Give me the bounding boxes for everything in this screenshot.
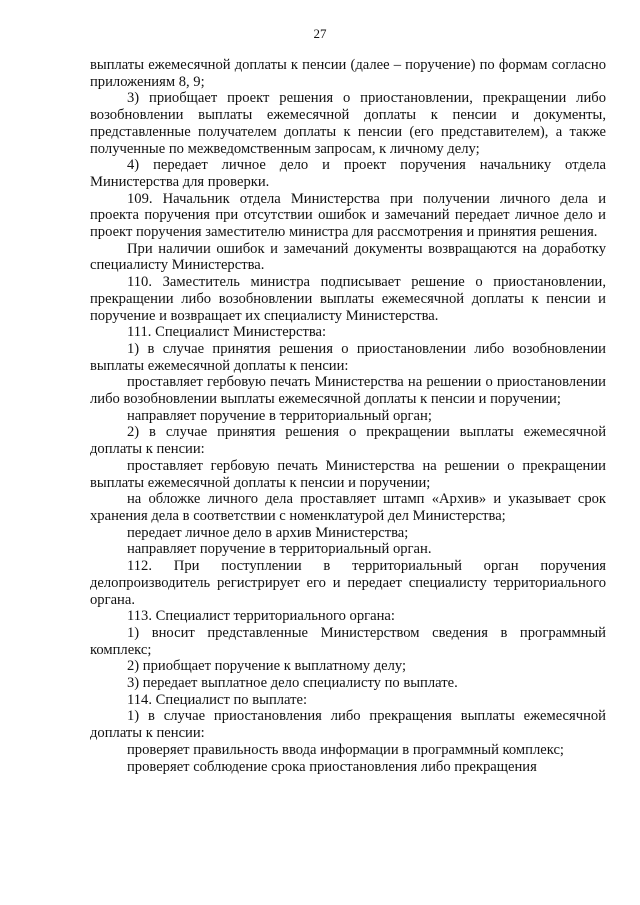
paragraph: проставляет гербовую печать Министерства на решении о прекращении выплаты ежемесячной доплаты к пенсии и поручении; — [90, 457, 606, 491]
paragraph: При наличии ошибок и замечаний документы возвращаются на доработку специалисту Министерства. — [90, 240, 606, 274]
paragraph: 2) приобщает поручение к выплатному делу; — [127, 658, 407, 675]
paragraph: направляет поручение в территориальный орган. — [127, 541, 432, 558]
paragraph: 112. При поступлении в территориальный орган поручения делопроизводитель регистрирует его и передает специалисту территориального органа. — [90, 558, 606, 608]
paragraph: 4) передает личное дело и проект поручения начальнику отдела Министерства для проверки. — [90, 157, 606, 190]
paragraph: 3) приобщает проект решения о приостановлении, прекращении либо возобновлении выплаты ежемесячной доплаты к пенсии и документы, представленные получателем доплаты к пенсии (его представителем), а также полученные по межведомственным запросам, к личному делу; — [90, 90, 606, 157]
paragraph: 1) в случае приостановления либо прекращения выплаты ежемесячной доплаты к пенсии: — [90, 708, 606, 742]
paragraph: направляет поручение в территориальный орган; — [127, 407, 432, 424]
paragraph: выплаты ежемесячной доплаты к пенсии (далее – поручение) по формам согласно приложениям 8, 9; — [90, 57, 606, 90]
paragraph: 111. Специалист Министерства: — [127, 324, 327, 341]
paragraph: 1) вносит представленные Министерством сведения в программный комплекс; — [90, 624, 606, 658]
paragraph: проверяет соблюдение срока приостановления либо прекращения — [127, 758, 537, 775]
paragraph: 109. Начальник отдела Министерства при получении личного дела и проекта поручения при отсутствии ошибок и замечаний передает личное дело и проект поручения заместителю министра для рассмотрения и принятия решения. — [90, 190, 606, 241]
paragraph: 2) в случае принятия решения о прекращении выплаты ежемесячной доплаты к пенсии: — [90, 424, 606, 458]
paragraph: проставляет гербовую печать Министерства на решении о приостановлении либо возобновлении выплаты ежемесячной доплаты к пенсии и поручении; — [90, 374, 606, 408]
paragraph: 1) в случае принятия решения о приостановлении либо возобновлении выплаты ежемесячной доплаты к пенсии: — [90, 340, 606, 374]
paragraph: 110. Заместитель министра подписывает решение о приостановлении, прекращении либо возобновлении выплаты ежемесячной доплаты к пенсии и поручение и возвращает их специалисту Министерства. — [90, 274, 606, 324]
paragraph: 114. Специалист по выплате: — [127, 691, 308, 708]
paragraph: проверяет правильность ввода информации в программный комплекс; — [127, 741, 564, 758]
document-body — [90, 57, 606, 775]
paragraph: 3) передает выплатное дело специалисту по выплате. — [127, 675, 458, 692]
paragraph: на обложке личного дела проставляет штамп «Архив» и указывает срок хранения дела в соответствии с номенклатурой дел Министерства; — [90, 491, 606, 524]
paragraph: 113. Специалист территориального органа: — [127, 608, 395, 625]
page-number: 27 — [313, 26, 327, 41]
paragraph: передает личное дело в архив Министерства; — [127, 524, 409, 541]
